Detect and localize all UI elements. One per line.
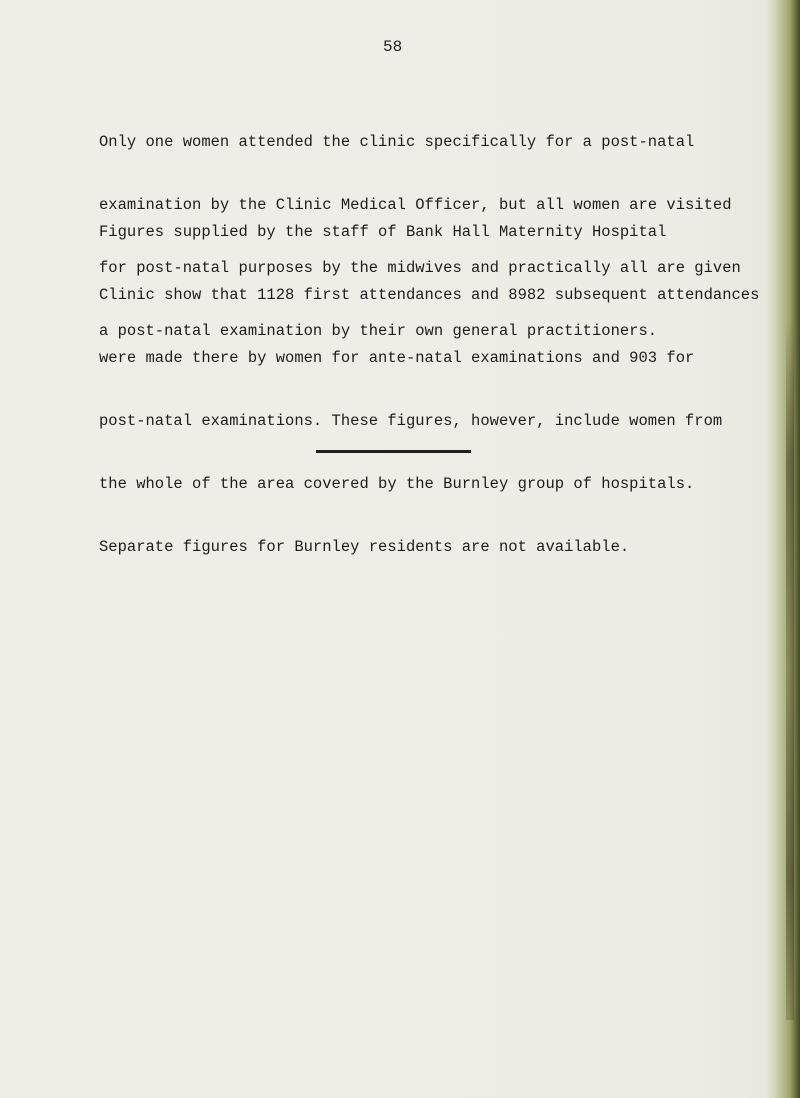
paragraph-line: Figures supplied by the staff of Bank Hall Maternity Hospital	[99, 223, 667, 241]
paragraph-line: the whole of the area covered by the Burnley group of hospitals.	[99, 475, 695, 493]
paragraph-line: post-natal examinations. These figures, however, include women from	[99, 412, 723, 430]
page-edge-shadow	[766, 0, 800, 1098]
paragraph-line: Clinic show that 1128 first attendances and 8982 subsequent attendances	[99, 286, 760, 304]
section-divider	[316, 450, 471, 453]
page-number: 58	[383, 38, 403, 56]
paragraph-bank-hall-figures	[99, 180, 767, 600]
paragraph-line: Separate figures for Burnley residents are not available.	[99, 538, 630, 556]
paragraph-line: were made there by women for ante-natal examinations and 903 for	[99, 349, 695, 367]
paragraph-line: a post-natal examination by their own general practitioners.	[99, 322, 658, 340]
paragraph-line: for post-natal purposes by the midwives and practically all are given	[99, 259, 741, 277]
paragraph-line: examination by the Clinic Medical Officer, but all women are visited	[99, 196, 732, 214]
paragraph-line: Only one women attended the clinic specifically for a post-natal	[99, 133, 695, 151]
